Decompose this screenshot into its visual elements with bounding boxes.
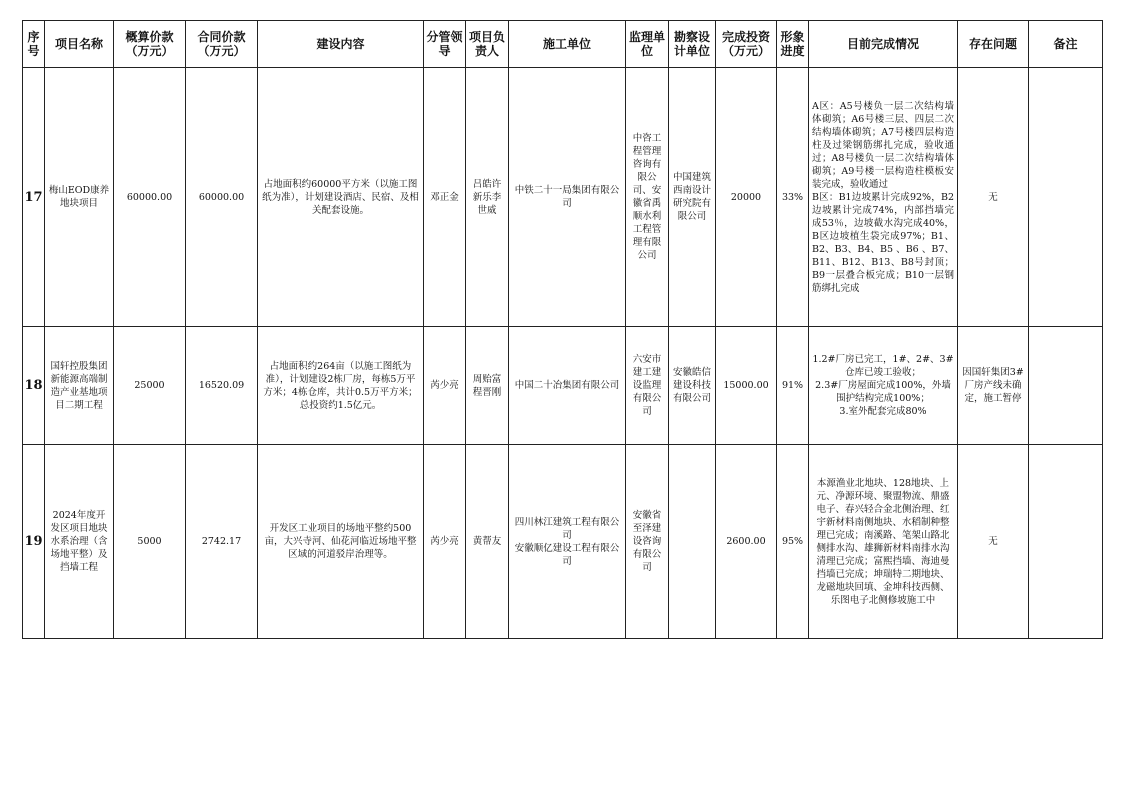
row-name: 梅山EOD康养地块项目 — [45, 68, 114, 327]
row-invest: 15000.00 — [716, 327, 777, 445]
row-supervisor: 六安市建工建设监理有限公司 — [626, 327, 669, 445]
header-budget: 概算价款（万元） — [114, 21, 186, 68]
row-issues: 无 — [958, 68, 1029, 327]
row-supervisor: 中咨工程管理咨询有限公司、安徽省禹顺水利工程管理有限公司 — [626, 68, 669, 327]
row-seq: 17 — [23, 68, 45, 327]
text-line: B区：B1边坡累计完成92%，B2边坡累计完成74%，内部挡墙完成53％，边坡截水沟完成40%，B区边坡植生袋完成97%；B1、B2、B3、B4、B5 、B6 、B7、B11、B12、B13、B8号封顶；B9一层叠合板完成；B10一层钢筋绑扎完成 — [812, 191, 954, 294]
row-invest: 2600.00 — [716, 445, 777, 639]
row-budget: 25000 — [114, 327, 186, 445]
row-leader: 芮少亮 — [424, 327, 466, 445]
row-status: 本源渔业北地块、128地块、上元、净源环境、聚盟物流、鼎盛电子、春兴轻合金北侧治理、红宇新材料南侧地块、水稻制种整理已完成；南溪路、笔架山路北侧排水沟、雄狮新材料南排水沟清理已完成；富熙挡墙、海迪曼挡墙已完成；坤瑞特二期地块、龙磁地块回填、金坤科技西侧、乐图电子北侧修坡施工中 — [809, 445, 958, 639]
row-supervisor: 安徽省至泽建设咨询有限公司 — [626, 445, 669, 639]
row-status — [809, 327, 958, 445]
header-contract: 合同价款（万元） — [186, 21, 258, 68]
row-content: 占地面积约264亩（以施工图纸为准），计划建设2栋厂房，每栋5万平方米；4栋仓库，共计0.5万平方米；总投资约1.5亿元。 — [258, 327, 424, 445]
row-contract: 16520.09 — [186, 327, 258, 445]
table-row — [23, 68, 1103, 327]
row-remarks — [1029, 327, 1103, 445]
row-name: 2024年度开发区项目地块水系治理（含场地平整）及挡墙工程 — [45, 445, 114, 639]
text-line: 安徽顺亿建设工程有限公司 — [514, 542, 620, 567]
header-surveyor: 勘察设计单位 — [669, 21, 716, 68]
row-manager: 吕皓许新乐李世威 — [466, 68, 509, 327]
row-progress: 33% — [777, 68, 809, 327]
header-supervisor: 监理单位 — [626, 21, 669, 68]
header-contractor: 施工单位 — [509, 21, 626, 68]
row-contractor: 中铁二十一局集团有限公司 — [509, 68, 626, 327]
row-manager: 周贻富程晋刚 — [466, 327, 509, 445]
row-invest: 20000 — [716, 68, 777, 327]
text-line: 3.室外配套完成80% — [839, 406, 927, 417]
row-budget: 60000.00 — [114, 68, 186, 327]
row-status — [809, 68, 958, 327]
text-line: 1.2#厂房已完工，1#、2#、3#仓库已竣工验收； — [812, 354, 954, 378]
row-budget: 5000 — [114, 445, 186, 639]
row-seq: 18 — [23, 327, 45, 445]
header-leader: 分管领导 — [424, 21, 466, 68]
header-name: 项目名称 — [45, 21, 114, 68]
row-leader: 芮少亮 — [424, 445, 466, 639]
row-contract: 2742.17 — [186, 445, 258, 639]
row-content: 占地面积约60000平方米（以施工图纸为准），计划建设酒店、民宿、及相关配套设施。 — [258, 68, 424, 327]
row-name: 国轩控股集团新能源高端制造产业基地项目二期工程 — [45, 327, 114, 445]
row-surveyor — [669, 445, 716, 639]
header-progress: 形象进度 — [777, 21, 809, 68]
row-issues: 因国轩集团3#厂房产线未确定，施工暂停 — [958, 327, 1029, 445]
header-content: 建设内容 — [258, 21, 424, 68]
text-line: A区：A5号楼负一层二次结构墙体砌筑；A6号楼三层、四层二次结构墙体砌筑；A7号楼四层构造柱及过梁钢筋绑扎完成，验收通过；A8号楼负一层二次结构墙体砌筑；A9号楼一层构造柱模板安装完成，验收通过 — [812, 100, 954, 190]
row-seq: 19 — [23, 445, 45, 639]
project-table — [22, 20, 1103, 639]
row-content: 开发区工业项目的场地平整约500亩，大兴寺河、仙花河临近场地平整区域的河道驳岸治理等。 — [258, 445, 424, 639]
header-remarks: 备注 — [1029, 21, 1103, 68]
table-row — [23, 445, 1103, 639]
text-line: 2.3#厂房屋面完成100%，外墙围护结构完成100%； — [815, 380, 951, 404]
row-remarks — [1029, 68, 1103, 327]
header-row — [23, 21, 1103, 68]
row-remarks — [1029, 445, 1103, 639]
row-issues: 无 — [958, 445, 1029, 639]
row-surveyor: 安徽皓信建设科技有限公司 — [669, 327, 716, 445]
row-progress: 91% — [777, 327, 809, 445]
row-manager: 黄帮友 — [466, 445, 509, 639]
row-surveyor: 中国建筑西南设计研究院有限公司 — [669, 68, 716, 327]
row-contractor — [509, 445, 626, 639]
row-contract: 60000.00 — [186, 68, 258, 327]
header-invest: 完成投资（万元） — [716, 21, 777, 68]
row-progress: 95% — [777, 445, 809, 639]
row-leader: 邓正金 — [424, 68, 466, 327]
table-row — [23, 327, 1103, 445]
header-status: 目前完成情况 — [809, 21, 958, 68]
header-manager: 项目负责人 — [466, 21, 509, 68]
header-issues: 存在问题 — [958, 21, 1029, 68]
row-contractor: 中国二十冶集团有限公司 — [509, 327, 626, 445]
header-seq: 序号 — [23, 21, 45, 68]
text-line: 四川林江建筑工程有限公司 — [514, 516, 620, 541]
